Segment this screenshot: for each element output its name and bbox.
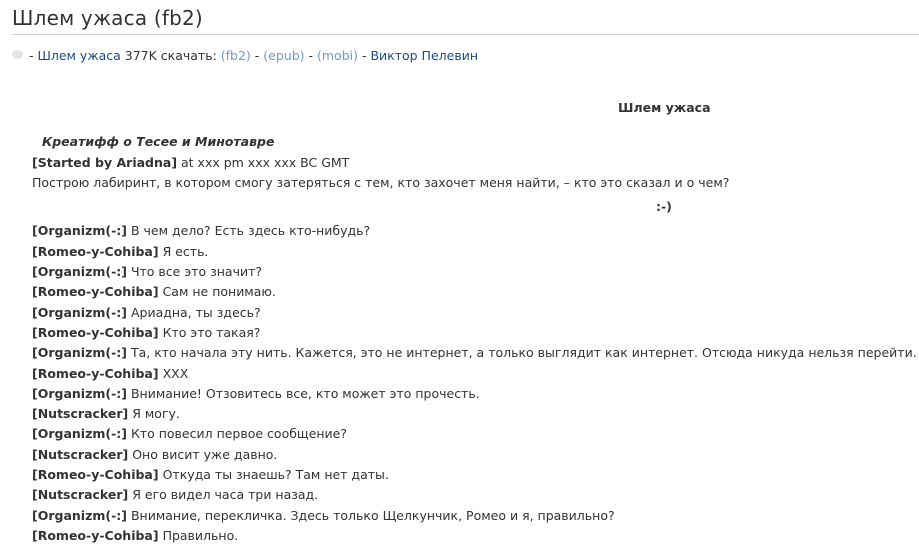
download-mobi-link[interactable]: (mobi) [317,48,358,63]
line-text: Внимание, перекличка. Здесь только Щелкунчик, Ромео и я, правильно? [126,507,615,523]
speaker-name: [Romeo-y-Cohiba] [32,324,159,340]
speaker-name: [Organizm(-:] [32,264,127,280]
speaker-name: [Romeo-y-Cohiba] [32,243,159,259]
dialogue-line [32,384,919,404]
line-text: Построю лабиринт, в котором смогу затеряться с тем, кто захочет меня найти, – кто это сказал и о чем? [32,174,730,190]
dialogue-lines [32,221,919,546]
line-text: Я могу. [128,406,180,422]
speaker-name: [Nutscracker] [32,487,129,503]
speaker-name: [Romeo-y-Cohiba] [32,284,159,300]
dialogue-line [32,445,919,465]
speaker-name: [Organizm(-:] [32,223,127,239]
book-line-prefix: - [29,48,38,63]
line-text: Правильно. [158,527,239,543]
line-text: Кто это такая? [158,324,261,340]
separator: - [304,48,317,63]
author-link[interactable]: Виктор Пелевин [370,48,478,63]
book-text [32,98,919,546]
dialogue-line [32,506,919,526]
separator: - [250,48,264,63]
dialogue-line [32,303,919,323]
speaker-name: [Romeo-y-Cohiba] [32,467,159,483]
speaker-name: [Organizm(-:] [32,507,127,523]
line-text: Та, кто начала эту нить. Кажется, это не интернет, а только выглядит как интернет. Отсюда никуда нельзя перейти. [126,345,917,361]
dialogue-line [32,343,919,363]
download-fb2-link[interactable]: (fb2) [220,48,251,63]
line-text: Сам не понимаю. [158,284,276,300]
dialogue-line [32,221,919,241]
intro-line [32,153,919,173]
dialogue-line [32,465,919,485]
book-title-link[interactable]: Шлем ужаса [37,48,121,63]
line-text: at xxx pm xxx xxx BC GMT [177,154,350,170]
speaker-name: [Organizm(-:] [32,345,127,361]
dialogue-line [32,282,919,302]
dialogue-line [32,404,919,424]
line-text: Откуда ты знаешь? Там нет даты. [158,467,389,483]
line-text: Кто повесил первое сообщение? [126,426,348,442]
bullet-icon [12,50,23,59]
book-subtitle: Креатифф о Тесее и Минотавре [42,134,275,150]
dialogue-line [32,364,919,384]
dialogue-line [32,526,919,546]
intro-line [32,173,919,193]
separator: - [358,48,371,63]
book-heading: Шлем ужаса [618,100,711,115]
download-epub-link[interactable]: (epub) [263,48,305,63]
speaker-name: [Organizm(-:] [32,385,127,401]
speaker-name: [Organizm(-:] [32,426,127,442]
book-info-line [12,48,478,63]
line-text: Оно висит уже давно. [128,446,278,462]
dialogue-line [32,323,919,343]
dialogue-line [32,424,919,444]
speaker-name: [Romeo-y-Cohiba] [32,527,159,543]
line-text: Ариадна, ты здесь? [126,304,261,320]
line-text: В чем дело? Есть здесь кто-нибудь? [126,223,371,239]
dialogue-line [32,485,919,505]
speaker-name: [Romeo-y-Cohiba] [32,365,159,381]
dialogue-line [32,262,919,282]
smiley-line: :-) [656,199,672,215]
line-text: Я есть. [158,243,209,259]
line-text: XXX [158,365,189,381]
speaker-name: [Nutscracker] [32,406,129,422]
title-divider [12,34,919,35]
page-title: Шлем ужаса (fb2) [12,6,203,30]
book-size-download-label: 377K скачать: [120,48,221,63]
line-text: Внимание! Отзовитесь все, кто может это прочесть. [126,385,480,401]
dialogue-line [32,242,919,262]
line-text: Что все это значит? [126,264,263,280]
speaker-name: [Started by Ariadna] [32,154,178,170]
line-text: Я его видел часа три назад. [128,487,319,503]
speaker-name: [Nutscracker] [32,446,129,462]
intro-lines [32,153,919,194]
speaker-name: [Organizm(-:] [32,304,127,320]
